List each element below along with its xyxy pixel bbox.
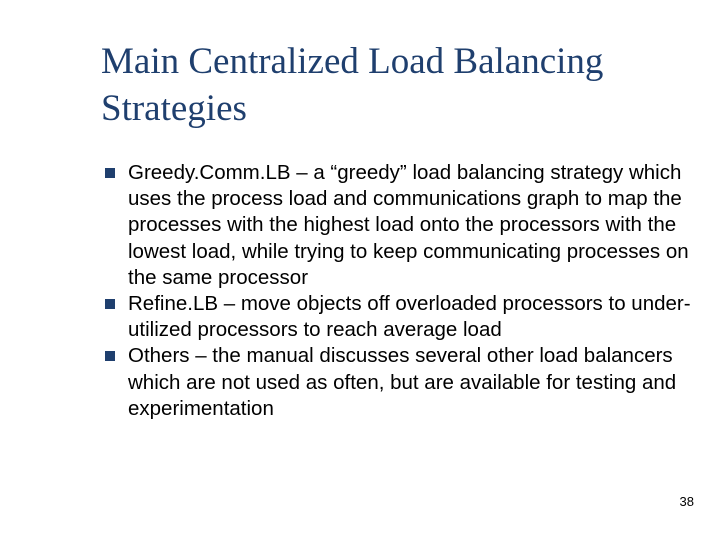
bullet-item (105, 291, 705, 343)
bullet-text: Greedy.Comm.LB – a “greedy” load balancing strategy which uses the process load and communications graph to map the processes with the highest load onto the processors with the lowest load, while trying to keep communicating processes on the same processor (128, 161, 689, 289)
square-bullet-icon (105, 168, 115, 178)
bullet-list (105, 160, 705, 422)
page-number: 38 (679, 494, 694, 509)
bullet-item (105, 160, 705, 291)
square-bullet-icon (105, 299, 115, 309)
bullet-text: Refine.LB – move objects off overloaded processors to under-utilized processors to reach average load (128, 292, 691, 342)
slide-title: Main Centralized Load Balancing Strategies (101, 41, 604, 129)
bullet-item (105, 343, 705, 422)
bullet-text: Others – the manual discusses several other load balancers which are not used as often, but are available for testing and experimentation (128, 344, 677, 420)
square-bullet-icon (105, 351, 115, 361)
